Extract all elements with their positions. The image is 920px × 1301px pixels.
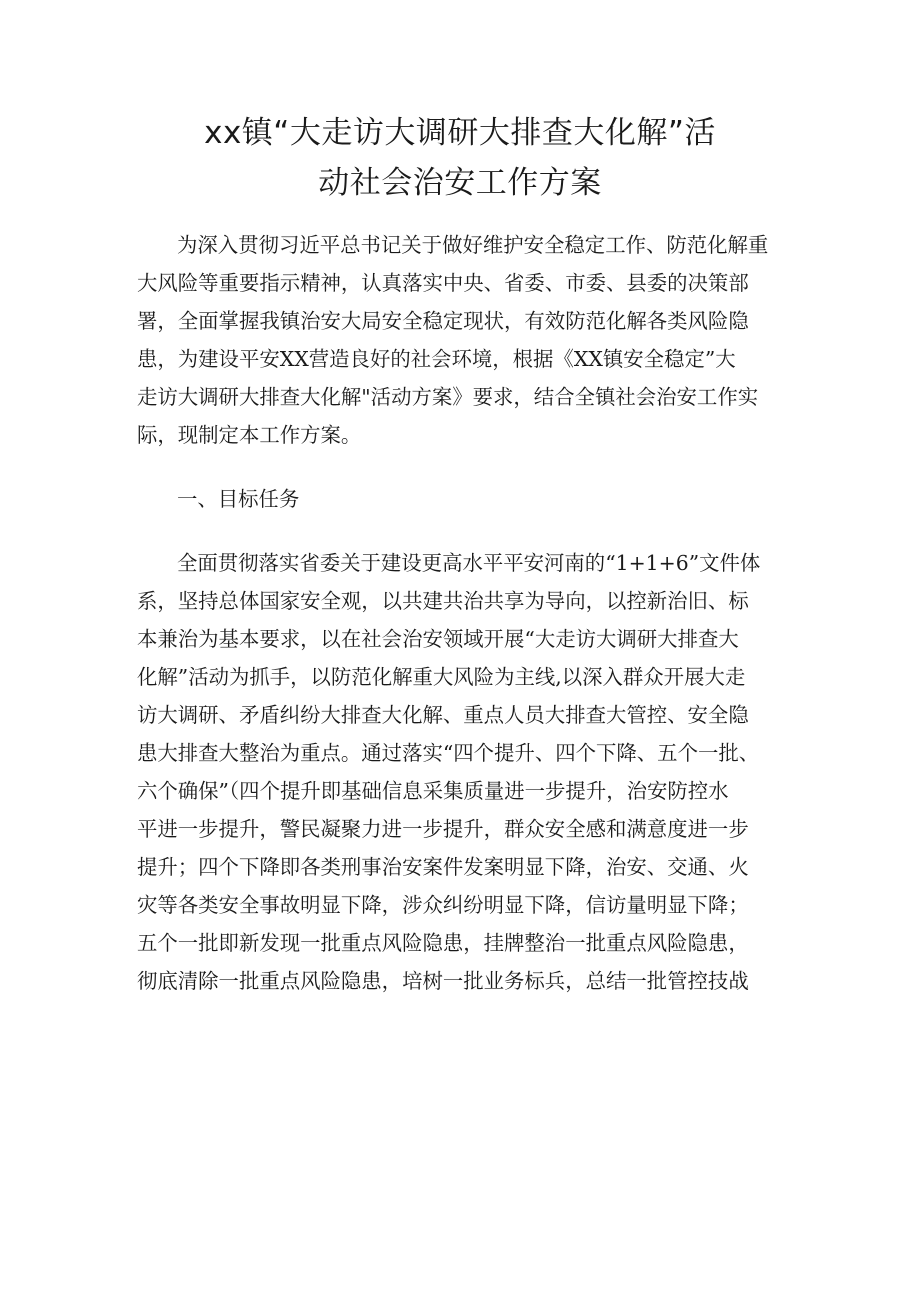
section-line: 提升；四个下降即各类刑事治安案件发案明显下降，治安、交通、火 bbox=[137, 855, 749, 879]
intro-line: 走访大调研大排查大化解"活动方案》要求，结合全镇社会治安工作实 bbox=[137, 385, 759, 409]
section-line: 本兼治为基本要求，以在社会治安领域开展“大走访大调研大排查大 bbox=[137, 627, 739, 651]
intro-line: 为深入贯彻习近平总书记关于做好维护安全稳定工作、防范化解重 bbox=[177, 233, 769, 257]
section-line: 患大排查大整治为重点。通过落实“四个提升、四个下降、五个一批、 bbox=[137, 741, 760, 765]
paragraph-spacer bbox=[137, 518, 791, 544]
intro-line: 大风险等重要指示精神，认真落实中央、省委、市委、县委的决策部 bbox=[137, 271, 749, 295]
section-line: 系，坚持总体国家安全观，以共建共治共享为导向，以控新治旧、标 bbox=[137, 589, 749, 613]
section-line: 访大调研、矛盾纠纷大排查大化解、重点人员大排查大管控、安全隐 bbox=[137, 703, 749, 727]
section-paragraph bbox=[137, 544, 791, 1000]
section-line: 六个确保”（四个提升即基础信息采集质量进一步提升，治安防控水 bbox=[137, 779, 729, 803]
section-line: 全面贯彻落实省委关于建设更高水平平安河南的“1+1+6”文件体 bbox=[177, 551, 761, 575]
title-line-1: xx镇“大走访大调研大排查大化解”活 bbox=[204, 115, 716, 151]
intro-paragraph bbox=[137, 226, 791, 454]
paragraph-spacer bbox=[137, 454, 791, 480]
intro-line: 署，全面掌握我镇治安大局安全稳定现状，有效防范化解各类风险隐 bbox=[137, 309, 749, 333]
section-heading-text: 一、目标任务 bbox=[177, 487, 300, 511]
intro-line: 际，现制定本工作方案。 bbox=[137, 423, 362, 447]
intro-line: 患，为建设平安XX营造良好的社会环境，根据《XX镇安全稳定”大 bbox=[137, 347, 736, 371]
document-title bbox=[120, 108, 800, 208]
section-line: 五个一批即新发现一批重点风险隐患，挂牌整治一批重点风险隐患， bbox=[137, 931, 749, 955]
document-body bbox=[137, 226, 791, 1000]
section-line: 平进一步提升，警民凝聚力进一步提升，群众安全感和满意度进一步 bbox=[137, 817, 749, 841]
section-line: 彻底清除一批重点风险隐患，培树一批业务标兵，总结一批管控技战 bbox=[137, 969, 749, 993]
title-line-2: 动社会治安工作方案 bbox=[318, 165, 602, 201]
section-line: 化解”活动为抓手，以防范化解重大风险为主线,以深入群众开展大走 bbox=[137, 665, 746, 689]
section-heading bbox=[137, 480, 791, 518]
section-line: 灾等各类安全事故明显下降，涉众纠纷明显下降，信访量明显下降； bbox=[137, 893, 749, 917]
